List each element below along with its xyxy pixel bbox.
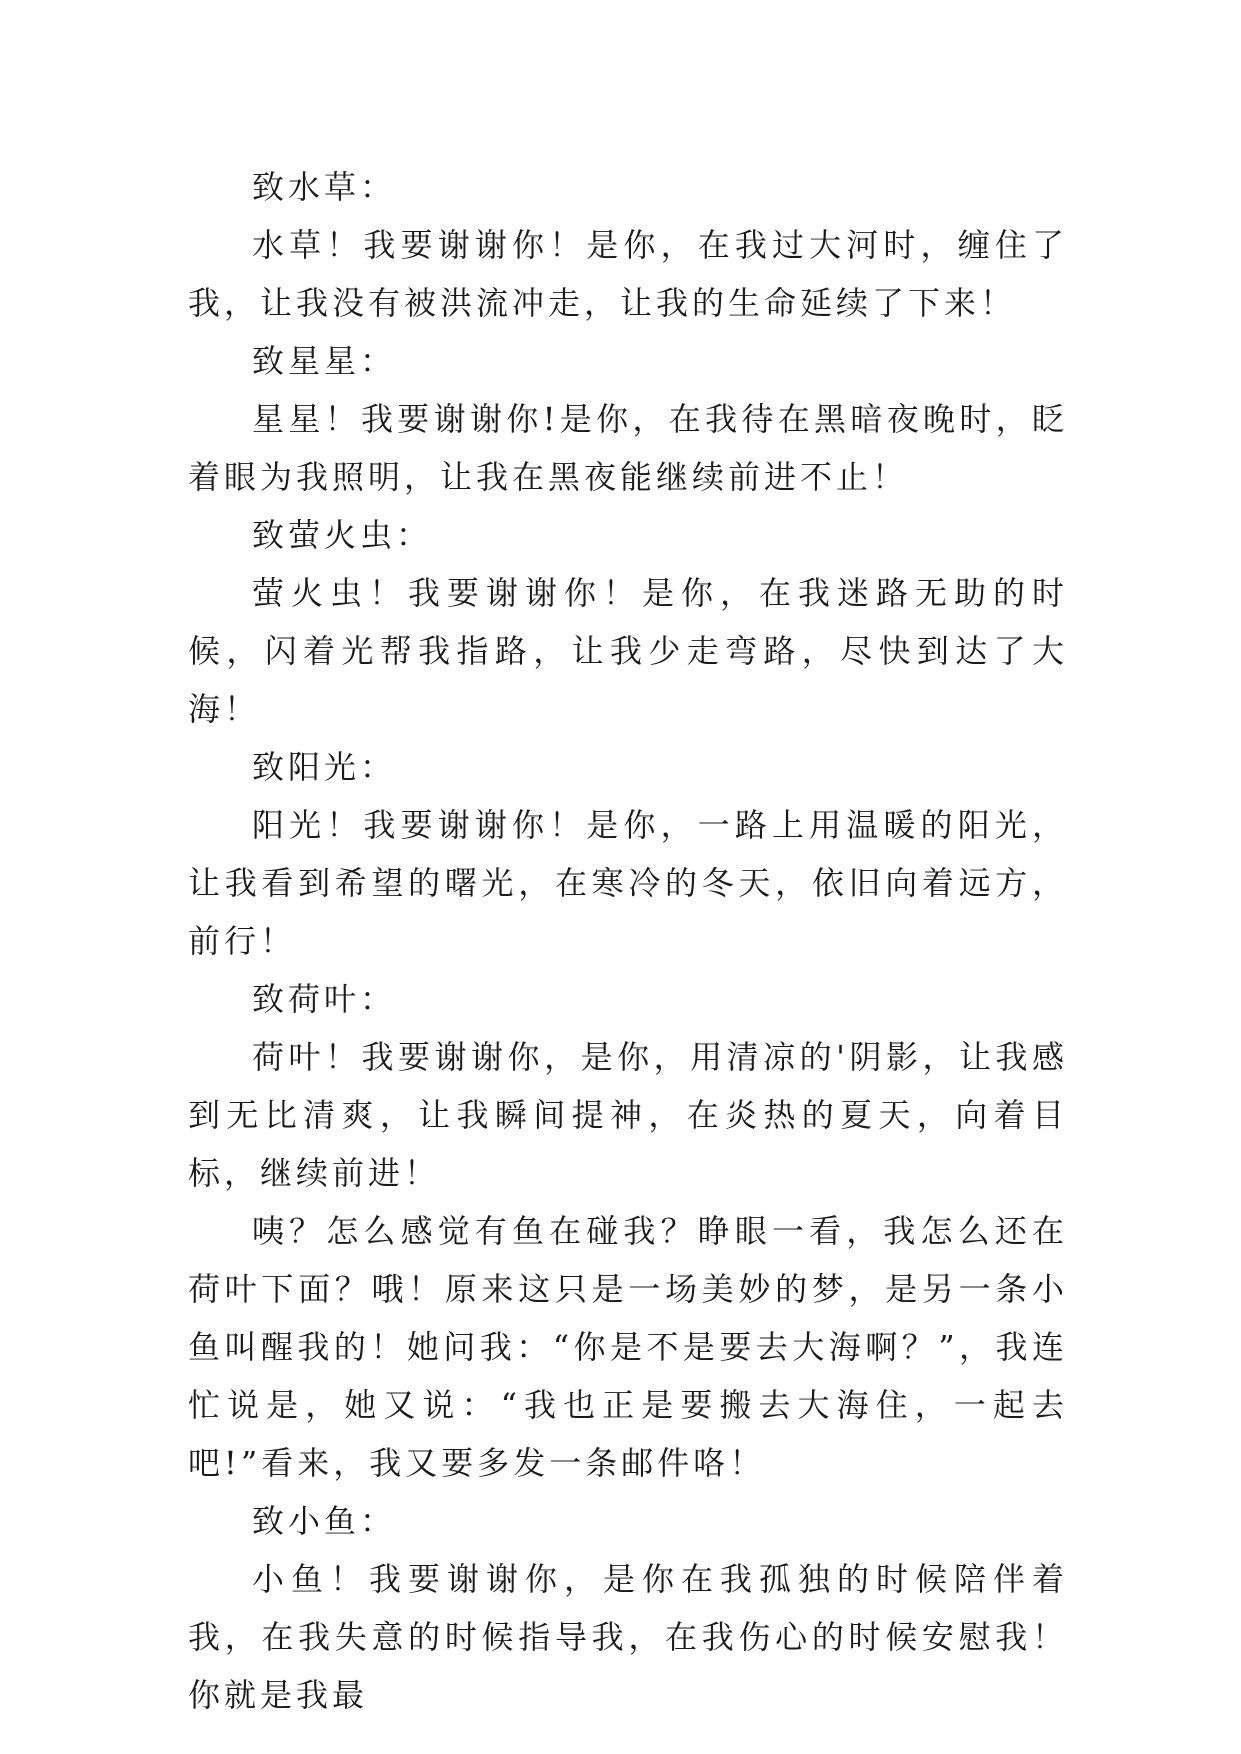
salutation-water-grass: 致水草： <box>252 168 397 206</box>
paragraph-small-fish: 小鱼！我要谢谢你，是你在我孤独的时候陪伴着我，在我失意的时候指导我，在我伤心的时候安慰我！你就是我最 <box>188 1560 1068 1714</box>
salutation-sunshine: 致阳光： <box>252 748 397 786</box>
salutation-small-fish: 致小鱼： <box>252 1502 397 1540</box>
salutation-lotus-leaf: 致荷叶： <box>252 980 397 1018</box>
paragraph-awakening: 咦？怎么感觉有鱼在碰我？睁眼一看，我怎么还在荷叶下面？哦！原来这只是一场美妙的梦，是另一条小鱼叫醒我的！她问我：“你是不是要去大海啊？”，我连忙说是，她又说：“我也正是要搬去大海住，一起去吧!”看来，我又要多发一条邮件咯！ <box>188 1212 1068 1482</box>
paragraph-stars: 星星！我要谢谢你!是你，在我待在黑暗夜晚时，眨着眼为我照明，让我在黑夜能继续前进不止！ <box>188 400 1068 496</box>
paragraph-firefly: 萤火虫！我要谢谢你！是你，在我迷路无助的时候，闪着光帮我指路，让我少走弯路，尽快到达了大海！ <box>188 574 1068 728</box>
paragraph-lotus-leaf: 荷叶！我要谢谢你，是你，用清凉的'阴影，让我感到无比清爽，让我瞬间提神，在炎热的夏天，向着目标，继续前进！ <box>188 1038 1068 1192</box>
salutation-firefly: 致萤火虫： <box>252 516 433 554</box>
document-body <box>188 158 1068 1724</box>
paragraph-water-grass: 水草！我要谢谢你！是你，在我过大河时，缠住了我，让我没有被洪流冲走，让我的生命延续了下来！ <box>188 226 1068 322</box>
paragraph-sunshine: 阳光！我要谢谢你！是你，一路上用温暖的阳光，让我看到希望的曙光，在寒冷的冬天，依旧向着远方，前行！ <box>188 806 1068 960</box>
salutation-stars: 致星星： <box>252 342 397 380</box>
